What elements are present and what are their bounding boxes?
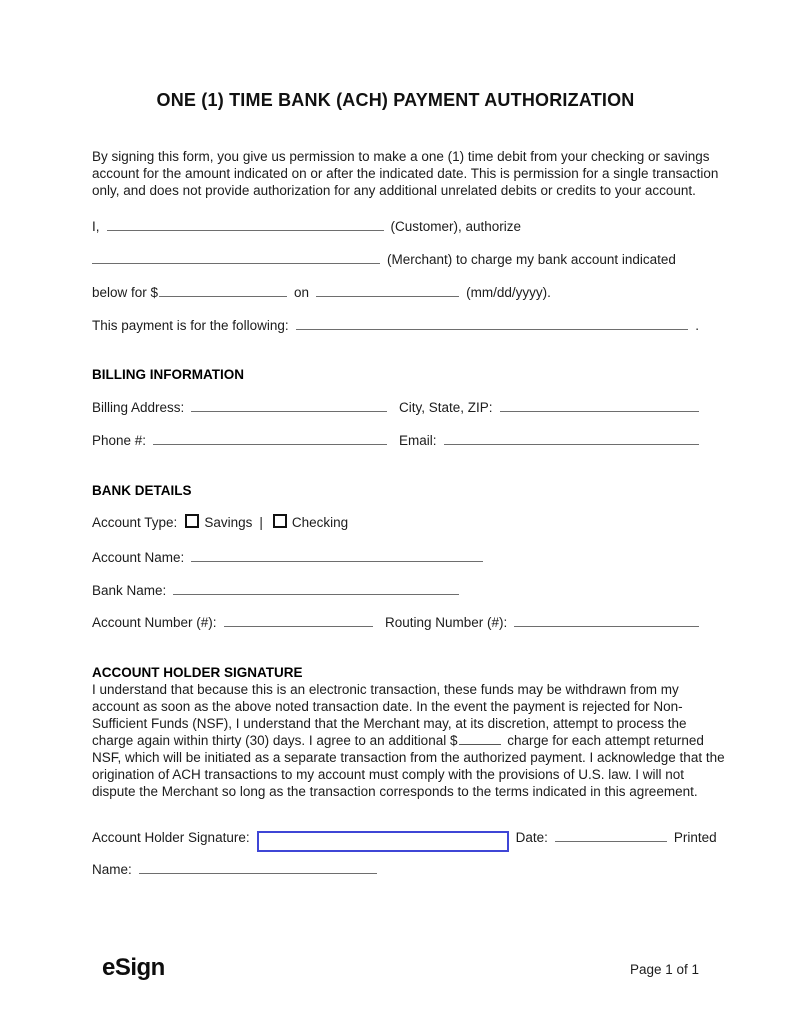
billing-section-heading: BILLING INFORMATION	[92, 367, 244, 382]
signature-label: Account Holder Signature:	[92, 830, 250, 845]
printed-label: Printed	[673, 830, 717, 845]
bank-name-label: Bank Name:	[92, 583, 167, 598]
merchant-suffix-label: (Merchant) to charge my bank account indicated	[387, 252, 676, 267]
page-indicator: Page 1 of 1	[629, 962, 699, 977]
signature-line	[92, 827, 748, 848]
intro-paragraph: By signing this form, you give us permission to make a one (1) time debit from your checking or savings account for the amount indicated on or after the indicated date. This is permission for a single transaction only, and does not provide authorization for any additional unrelated debits or credits to your account.	[92, 149, 719, 198]
billing-address-line	[92, 399, 699, 416]
date-blank	[316, 284, 459, 297]
customer-suffix-label: (Customer), authorize	[390, 219, 522, 234]
bank-name-line	[92, 582, 699, 599]
phone-email-line	[92, 432, 699, 449]
amount-blank	[159, 284, 287, 297]
savings-label: Savings	[204, 515, 253, 530]
email-blank	[444, 432, 699, 445]
page-title: ONE (1) TIME BANK (ACH) PAYMENT AUTHORIZATION	[156, 90, 635, 110]
email-label: Email:	[399, 433, 437, 448]
purpose-label: This payment is for the following:	[92, 318, 289, 333]
city-state-zip-label: City, State, ZIP:	[399, 400, 493, 415]
amount-prefix-label: below for $	[92, 285, 159, 300]
customer-name-blank	[107, 218, 384, 231]
checking-checkbox[interactable]	[273, 514, 287, 528]
printed-name-blank	[139, 861, 377, 874]
bank-name-blank	[173, 582, 459, 595]
printed-name-label: Name:	[92, 862, 132, 877]
account-name-blank	[191, 549, 483, 562]
billing-address-blank	[191, 399, 387, 412]
merchant-name-blank	[92, 251, 380, 264]
account-number-blank	[224, 614, 373, 627]
purpose-line	[92, 317, 699, 334]
customer-prefix-label: I,	[92, 219, 100, 234]
date-label: Date:	[515, 830, 548, 845]
date-format-label: (mm/dd/yyyy).	[466, 285, 551, 300]
printed-name-line	[92, 861, 699, 878]
customer-line	[92, 218, 699, 235]
account-type-label: Account Type:	[92, 515, 178, 530]
signature-section-heading: ACCOUNT HOLDER SIGNATURE	[92, 665, 303, 680]
type-separator: |	[259, 515, 263, 530]
merchant-line	[92, 251, 699, 268]
purpose-blank	[296, 317, 689, 330]
esign-logo: eSign	[102, 954, 165, 981]
phone-label: Phone #:	[92, 433, 147, 448]
purpose-end-period: .	[695, 318, 699, 333]
signature-date-blank	[555, 829, 667, 842]
routing-number-label: Routing Number (#):	[385, 615, 508, 630]
city-state-zip-blank	[500, 399, 699, 412]
phone-blank	[153, 432, 387, 445]
account-type-line	[92, 513, 699, 531]
account-number-label: Account Number (#):	[92, 615, 217, 630]
account-routing-line	[92, 614, 699, 631]
signature-terms	[92, 681, 728, 800]
terms-text-before: I understand that because this is an electronic transaction, these funds may be withdrawn from my account as soon as the above noted transaction date. In the event the payment is rejected for Non-Sufficient Funds (NSF), I understand that the Merchant may, at its discretion, attempt to process the charge again within thirty (30) days. I agree to an additional $	[92, 682, 687, 748]
nsf-fee-blank	[459, 734, 501, 745]
checking-label: Checking	[291, 515, 349, 530]
routing-number-blank	[514, 614, 699, 627]
savings-checkbox[interactable]	[185, 514, 199, 528]
account-name-label: Account Name:	[92, 550, 185, 565]
amount-date-line	[92, 284, 699, 301]
signature-input-field[interactable]	[257, 831, 509, 852]
bank-section-heading: BANK DETAILS	[92, 483, 192, 498]
billing-address-label: Billing Address:	[92, 400, 185, 415]
account-name-line	[92, 549, 699, 566]
terms-text-after: charge for each attempt returned NSF, which will be initiated as a separate transaction from the authorized payment. I acknowledge that the origination of ACH transactions to my account must comply with the provisions of U.S. law. I will not dispute the Merchant so long as the transaction corresponds to the terms indicated in this agreement.	[92, 733, 725, 799]
on-label: on	[294, 285, 310, 300]
